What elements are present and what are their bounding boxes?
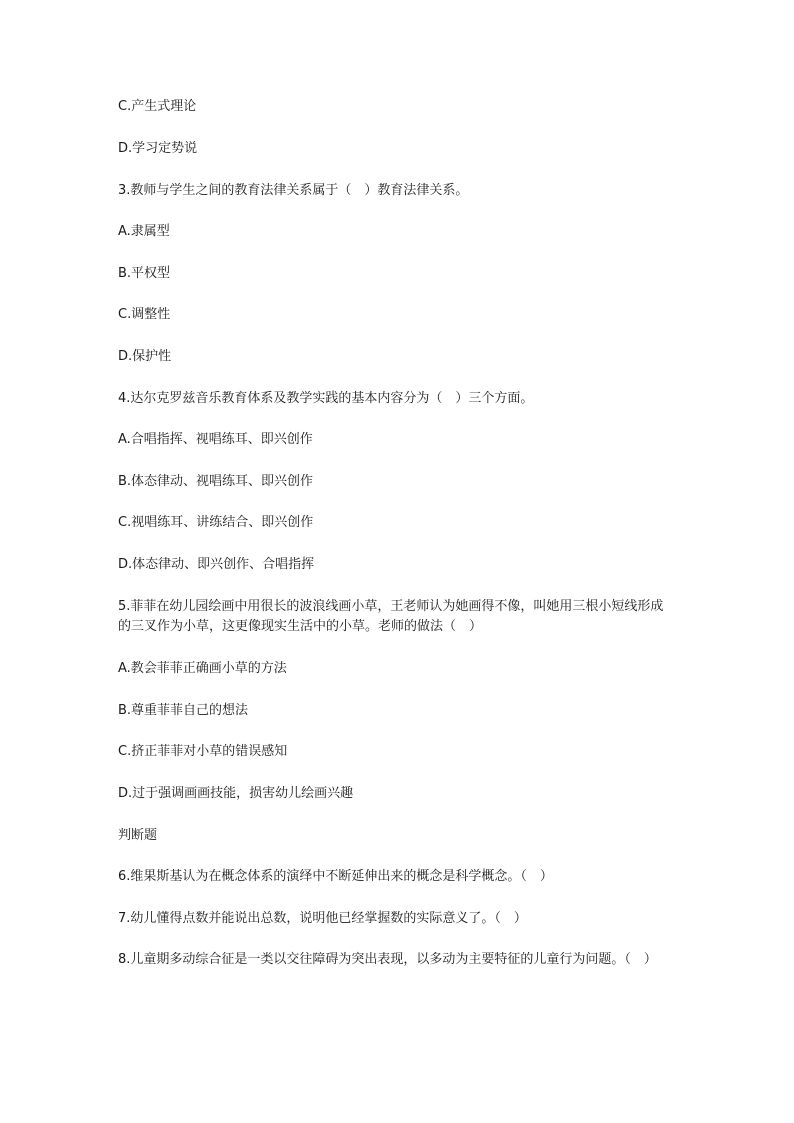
- question-7: 7.幼儿懂得点数并能说出总数，说明他已经掌握数的实际意义了。（ ）: [118, 911, 527, 926]
- option-c-q2: C.产生式理论: [118, 99, 197, 114]
- option-b-q4: B.体态律动、视唱练耳、即兴创作: [118, 474, 314, 489]
- section-heading-true-false: 判断题: [118, 828, 158, 843]
- option-d-q4: D.体态律动、即兴创作、合唱指挥: [118, 557, 315, 572]
- option-a-q5: A.教会菲菲正确画小草的方法: [118, 661, 287, 676]
- option-c-q5: C.挤正菲菲对小草的错误感知: [118, 744, 288, 759]
- question-8: 8.儿童期多动综合征是一类以交往障碍为突出表现，以多动为主要特征的儿童行为问题。（ ）: [118, 952, 657, 967]
- option-d-q2: D.学习定势说: [118, 141, 198, 156]
- question-4: 4.达尔克罗兹音乐教育体系及教学实践的基本内容分为（ ）三个方面。: [118, 391, 534, 406]
- option-b-q3: B.平权型: [118, 266, 171, 281]
- option-a-q4: A.合唱指挥、视唱练耳、即兴创作: [118, 432, 313, 447]
- option-b-q5: B.尊重菲菲自己的想法: [118, 703, 249, 718]
- question-6: 6.维果斯基认为在概念体系的演绎中不断延伸出来的概念是科学概念。（ ）: [118, 869, 553, 884]
- option-c-q3: C.调整性: [118, 307, 171, 322]
- question-5: 5.菲菲在幼儿园绘画中用很长的波浪线画小草，王老师认为她画得不像，叫她用三根小短线形成的三叉作为小草，这更像现实生活中的小草。老师的做法（ ）: [118, 599, 664, 634]
- option-d-q3: D.保护性: [118, 349, 172, 364]
- option-a-q3: A.隶属型: [118, 224, 170, 239]
- option-c-q4: C.视唱练耳、讲练结合、即兴创作: [118, 515, 314, 530]
- option-d-q5: D.过于强调画画技能，损害幼儿绘画兴趣: [118, 786, 354, 801]
- question-3: 3.教师与学生之间的教育法律关系属于（ ）教育法律关系。: [118, 183, 469, 198]
